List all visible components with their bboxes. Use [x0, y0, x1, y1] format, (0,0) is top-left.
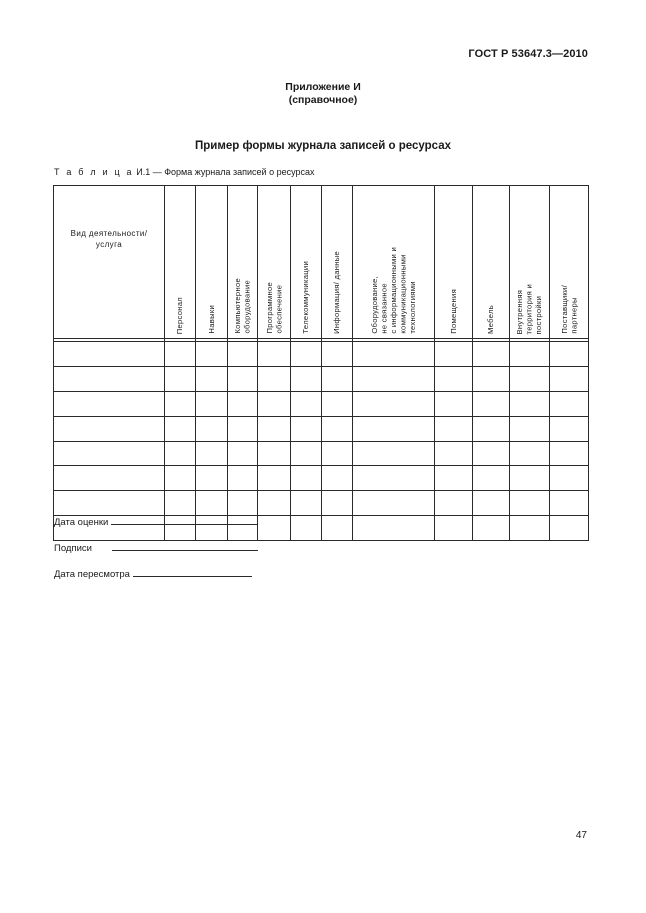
table-cell[interactable]: [473, 342, 510, 367]
table-cell[interactable]: [550, 466, 589, 491]
table-header-row: [54, 186, 589, 339]
table-cell[interactable]: [550, 416, 589, 441]
table-cell[interactable]: [510, 416, 550, 441]
table-cell[interactable]: [291, 366, 322, 391]
table-cell[interactable]: [473, 441, 510, 466]
table-row: [54, 366, 589, 391]
table-cell[interactable]: [196, 491, 228, 516]
table-cell[interactable]: [510, 491, 550, 516]
table-cell[interactable]: [258, 416, 291, 441]
table-cell[interactable]: [473, 516, 510, 541]
table-cell[interactable]: [228, 416, 258, 441]
table-cell[interactable]: [435, 491, 473, 516]
table-cell[interactable]: [228, 466, 258, 491]
signatures-line[interactable]: [112, 540, 258, 551]
table-cell[interactable]: [550, 342, 589, 367]
table-cell[interactable]: [353, 516, 435, 541]
appendix-type: (справочное): [288, 94, 358, 106]
table-cell[interactable]: [196, 441, 228, 466]
table-cell[interactable]: [258, 342, 291, 367]
assessment-date-field: [54, 514, 257, 528]
table-cell[interactable]: [258, 366, 291, 391]
table-cell[interactable]: [258, 491, 291, 516]
table-cell[interactable]: [54, 416, 165, 441]
col-header-premises: Помещения: [435, 186, 473, 339]
table-cell[interactable]: [510, 342, 550, 367]
col-header-furniture: Мебель: [473, 186, 510, 339]
review-date-field: [54, 566, 252, 580]
table-row: [54, 441, 589, 466]
signatures-label: Подписи: [54, 543, 92, 554]
table-cell[interactable]: [353, 391, 435, 416]
table-row: [54, 491, 589, 516]
table-caption-text: И.1 — Форма журнала записей о ресурсах: [136, 167, 315, 177]
col-header-suppliers: Поставщики/ партнеры: [550, 186, 589, 339]
table-cell[interactable]: [353, 466, 435, 491]
table-cell[interactable]: [435, 342, 473, 367]
table-cell[interactable]: [510, 516, 550, 541]
table-cell[interactable]: [322, 516, 353, 541]
col-header-information: Информация/ данные: [322, 186, 353, 339]
table-caption-prefix: Т а б л и ц а: [54, 167, 134, 177]
assessment-date-label: Дата оценки: [54, 517, 109, 528]
table-cell[interactable]: [322, 366, 353, 391]
col-header-telecom: Телекоммуникации: [291, 186, 322, 339]
table-cell[interactable]: [510, 466, 550, 491]
table-cell[interactable]: [258, 391, 291, 416]
table-cell[interactable]: [435, 416, 473, 441]
table-cell[interactable]: [322, 466, 353, 491]
table-cell[interactable]: [165, 466, 196, 491]
table-cell[interactable]: [473, 391, 510, 416]
table-cell[interactable]: [435, 466, 473, 491]
table-cell[interactable]: [228, 391, 258, 416]
table-cell[interactable]: [291, 516, 322, 541]
table-cell[interactable]: [54, 491, 165, 516]
table-cell[interactable]: [435, 391, 473, 416]
table-cell[interactable]: [54, 342, 165, 367]
table-cell[interactable]: [165, 441, 196, 466]
table-cell[interactable]: [291, 416, 322, 441]
table-cell[interactable]: [165, 366, 196, 391]
appendix-block: [0, 81, 646, 107]
table-row: [54, 466, 589, 491]
table-cell[interactable]: [196, 366, 228, 391]
table-cell[interactable]: [196, 466, 228, 491]
table-cell[interactable]: [291, 342, 322, 367]
table-cell[interactable]: [322, 441, 353, 466]
table-caption: [54, 167, 315, 177]
table-cell[interactable]: [473, 416, 510, 441]
table-cell[interactable]: [435, 516, 473, 541]
col-header-hardware: Компьютерное оборудование: [228, 186, 258, 339]
table-cell[interactable]: [258, 466, 291, 491]
table-cell[interactable]: [510, 366, 550, 391]
table-cell[interactable]: [510, 391, 550, 416]
col-header-non-ict-equipment: Оборудование, не связанное с информационными и коммуникационными технологиями: [353, 186, 435, 339]
table-cell[interactable]: [473, 366, 510, 391]
col-header-personnel: Персонал: [165, 186, 196, 339]
table-row: [54, 416, 589, 441]
table-cell[interactable]: [258, 516, 291, 541]
page-number: 47: [575, 830, 587, 841]
review-date-label: Дата пересмотра: [54, 569, 130, 580]
table-cell[interactable]: [291, 466, 322, 491]
table-cell[interactable]: [258, 441, 291, 466]
table-cell[interactable]: [322, 416, 353, 441]
table-body: [54, 339, 589, 541]
table-cell[interactable]: [291, 491, 322, 516]
table-cell[interactable]: [550, 391, 589, 416]
table-cell[interactable]: [550, 441, 589, 466]
table-cell[interactable]: [322, 491, 353, 516]
table-cell[interactable]: [353, 491, 435, 516]
table-cell[interactable]: [353, 342, 435, 367]
table-cell[interactable]: [54, 391, 165, 416]
table-cell[interactable]: [322, 342, 353, 367]
table-cell[interactable]: [196, 342, 228, 367]
table-cell[interactable]: [228, 441, 258, 466]
table-cell[interactable]: [54, 466, 165, 491]
table-cell[interactable]: [196, 416, 228, 441]
table-cell[interactable]: [473, 491, 510, 516]
table-cell[interactable]: [291, 391, 322, 416]
assessment-date-line[interactable]: [111, 514, 257, 525]
table-cell[interactable]: [228, 366, 258, 391]
table-row: [54, 342, 589, 367]
table-cell[interactable]: [353, 441, 435, 466]
signatures-field: [54, 540, 258, 554]
col-header-skills: Навыки: [196, 186, 228, 339]
col-header-software: Программное обеспечение: [258, 186, 291, 339]
section-heading: Пример формы журнала записей о ресурсах: [195, 140, 451, 152]
resources-log-table: [53, 185, 589, 541]
table-cell[interactable]: [165, 391, 196, 416]
table-cell[interactable]: [291, 441, 322, 466]
table-cell[interactable]: [353, 416, 435, 441]
table-cell[interactable]: [435, 441, 473, 466]
col-header-grounds: Внутренняя территория и постройки: [510, 186, 550, 339]
standard-number: ГОСТ Р 53647.3—2010: [468, 48, 588, 60]
table-cell[interactable]: [510, 441, 550, 466]
table-cell[interactable]: [54, 441, 165, 466]
review-date-line[interactable]: [133, 566, 252, 577]
table-cell[interactable]: [228, 491, 258, 516]
table-cell[interactable]: [165, 416, 196, 441]
table-cell[interactable]: [550, 491, 589, 516]
table-cell[interactable]: [228, 342, 258, 367]
table-row: [54, 391, 589, 416]
table-cell[interactable]: [165, 342, 196, 367]
table-cell[interactable]: [435, 366, 473, 391]
table-cell[interactable]: [550, 366, 589, 391]
table-cell[interactable]: [54, 366, 165, 391]
appendix-title: Приложение И: [285, 81, 361, 93]
table-cell[interactable]: [550, 516, 589, 541]
table-cell[interactable]: [165, 491, 196, 516]
col-header-activity: Вид деятельности/ услуга: [54, 186, 165, 339]
table-cell[interactable]: [353, 366, 435, 391]
table-cell[interactable]: [196, 391, 228, 416]
table-cell[interactable]: [473, 466, 510, 491]
table-cell[interactable]: [322, 391, 353, 416]
